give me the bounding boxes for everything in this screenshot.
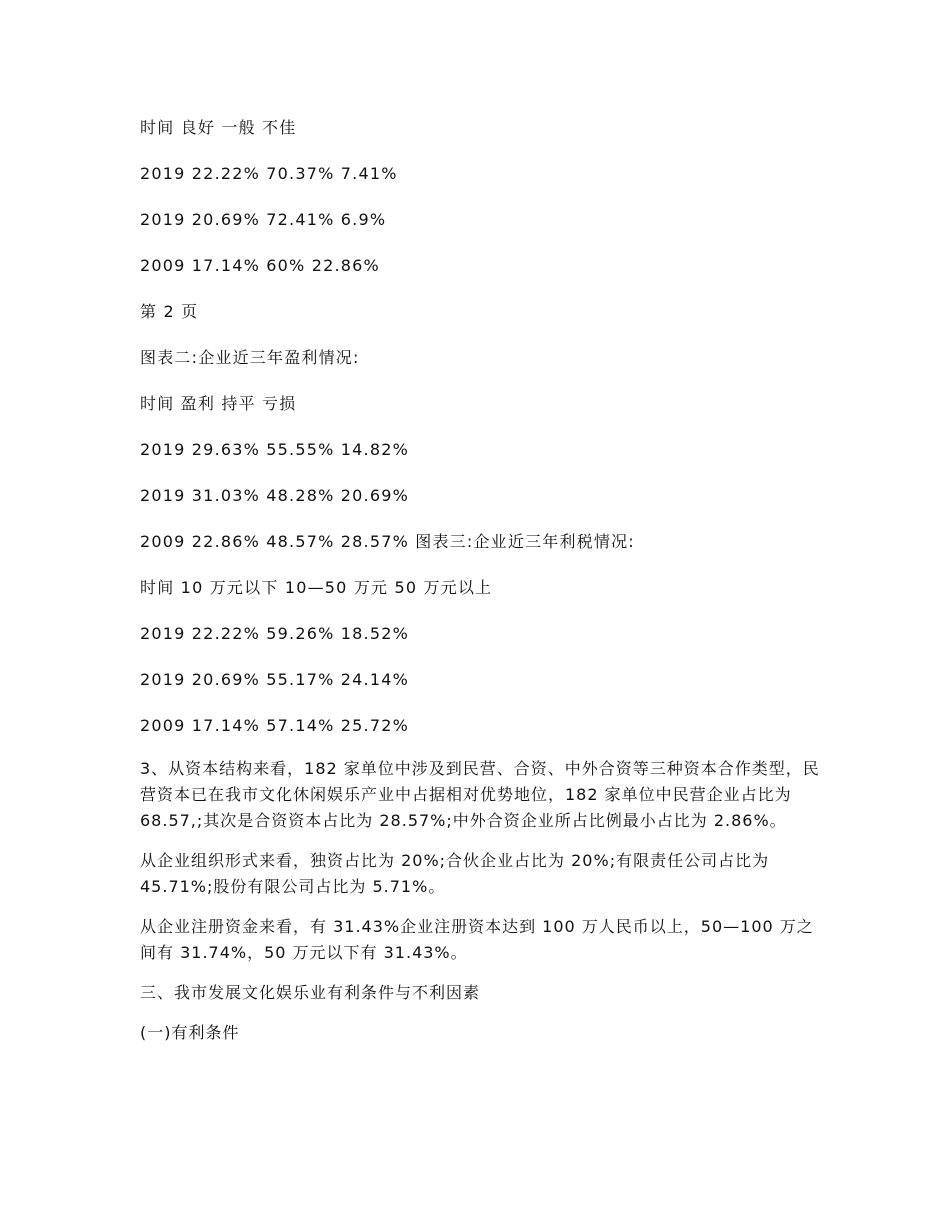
table1-row: 2019 22.22% 70.37% 7.41% bbox=[140, 164, 398, 183]
capital-structure-paragraph: 3、从资本结构来看，182 家单位中涉及到民营、合资、中外合资等三种资本合作类型，民营资本已在我市文化休闲娱乐产业中占据相对优势地位，182 家单位中民营企业占比为 68.57,;其次是合资资本占比为 28.57%;中外合资企业所占比例最小占比为 2.86%。 bbox=[140, 759, 820, 830]
table2-row: 2019 29.63% 55.55% 14.82% bbox=[140, 440, 409, 459]
table1-row: 2019 20.69% 72.41% 6.9% bbox=[140, 210, 387, 229]
table2-row-with-table3-caption: 2009 22.86% 48.57% 28.57% 图表三:企业近三年利税情况: bbox=[140, 532, 635, 551]
organization-form-paragraph: 从企业组织形式来看，独资占比为 20%;合伙企业占比为 20%;有限责任公司占比为 45.71%;股份有限公司占比为 5.71%。 bbox=[140, 851, 770, 896]
document-page bbox=[140, 118, 820, 1060]
subsection-heading: (一)有利条件 bbox=[140, 1023, 240, 1042]
table3-header: 时间 10 万元以下 10—50 万元 50 万元以上 bbox=[140, 578, 493, 597]
table3-row: 2009 17.14% 57.14% 25.72% bbox=[140, 716, 409, 735]
section-heading: 三、我市发展文化娱乐业有利条件与不利因素 bbox=[140, 983, 481, 1002]
table3-row: 2019 22.22% 59.26% 18.52% bbox=[140, 624, 409, 643]
page-number: 第 2 页 bbox=[140, 302, 199, 321]
table1-header: 时间 良好 一般 不佳 bbox=[140, 118, 297, 137]
registered-capital-paragraph: 从企业注册资金来看，有 31.43%企业注册资本达到 100 万人民币以上，50—100 万之间有 31.74%，50 万元以下有 31.43%。 bbox=[140, 917, 814, 962]
table3-row: 2019 20.69% 55.17% 24.14% bbox=[140, 670, 409, 689]
table2-caption: 图表二:企业近三年盈利情况: bbox=[140, 348, 360, 367]
table1-row: 2009 17.14% 60% 22.86% bbox=[140, 256, 380, 275]
table2-row: 2019 31.03% 48.28% 20.69% bbox=[140, 486, 409, 505]
table2-header: 时间 盈利 持平 亏损 bbox=[140, 394, 297, 413]
